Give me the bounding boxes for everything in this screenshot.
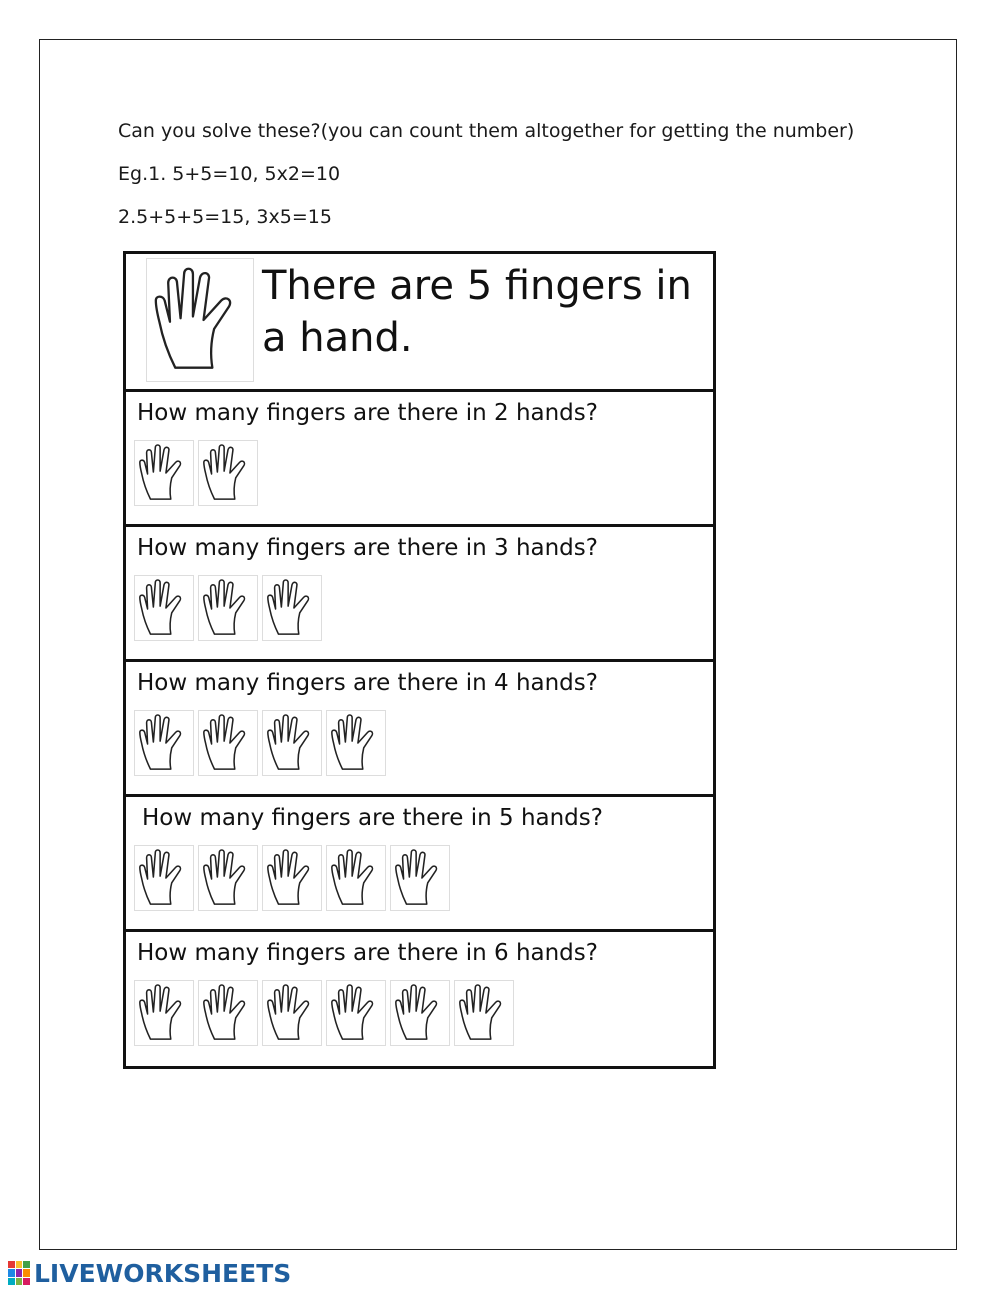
header-statement: There are 5 fingers in a hand. xyxy=(262,263,692,361)
header-row xyxy=(126,254,713,392)
hand-icon xyxy=(262,710,322,776)
question-text: How many fingers are there in 5 hands? xyxy=(142,805,603,831)
worksheet-table xyxy=(123,251,716,1069)
hand-icon xyxy=(134,575,194,641)
question-row-3 xyxy=(126,527,713,662)
question-text: How many fingers are there in 6 hands? xyxy=(137,940,598,966)
logo-square xyxy=(8,1261,15,1268)
hand-icon xyxy=(454,980,514,1046)
logo-square xyxy=(8,1269,15,1276)
question-row-4 xyxy=(126,662,713,797)
instruction-text: Can you solve these?(you can count them altogether for getting the number) xyxy=(118,120,855,142)
hand-icon xyxy=(134,980,194,1046)
hand-icon xyxy=(390,980,450,1046)
hand-icon xyxy=(326,980,386,1046)
hand-icon xyxy=(134,710,194,776)
hand-icon xyxy=(326,845,386,911)
hands-group xyxy=(134,845,450,911)
logo-square xyxy=(16,1269,23,1276)
hands-group xyxy=(134,575,322,641)
question-row-5 xyxy=(126,797,713,932)
hand-icon xyxy=(198,710,258,776)
hand-icon xyxy=(134,440,194,506)
liveworksheets-logo xyxy=(8,1258,291,1288)
hand-outline-large xyxy=(147,259,253,381)
question-text: How many fingers are there in 2 hands? xyxy=(137,400,598,426)
question-row-6 xyxy=(126,932,713,1067)
hand-icon xyxy=(134,845,194,911)
hand-icon xyxy=(198,845,258,911)
example-2-text: 2.5+5+5=15, 3x5=15 xyxy=(118,206,332,228)
logo-square xyxy=(8,1278,15,1285)
hand-icon xyxy=(390,845,450,911)
question-row-2 xyxy=(126,392,713,527)
hand-icon xyxy=(198,980,258,1046)
logo-square xyxy=(16,1261,23,1268)
logo-square xyxy=(23,1269,30,1276)
hand-icon xyxy=(198,440,258,506)
hands-group xyxy=(134,440,258,506)
question-text: How many fingers are there in 3 hands? xyxy=(137,535,598,561)
logo-square xyxy=(16,1278,23,1285)
logo-square xyxy=(23,1261,30,1268)
logo-grid-icon xyxy=(8,1261,30,1285)
hand-icon xyxy=(262,575,322,641)
hand-icon xyxy=(262,980,322,1046)
logo-text: LIVEWORKSHEETS xyxy=(34,1258,292,1288)
logo-square xyxy=(23,1278,30,1285)
hand-icon xyxy=(198,575,258,641)
hand-icon xyxy=(262,845,322,911)
example-1-text: Eg.1. 5+5=10, 5x2=10 xyxy=(118,163,341,185)
hand-icon xyxy=(146,258,254,382)
hands-group xyxy=(134,710,386,776)
question-text: How many fingers are there in 4 hands? xyxy=(137,670,598,696)
hand-icon xyxy=(326,710,386,776)
hands-group xyxy=(134,980,514,1046)
